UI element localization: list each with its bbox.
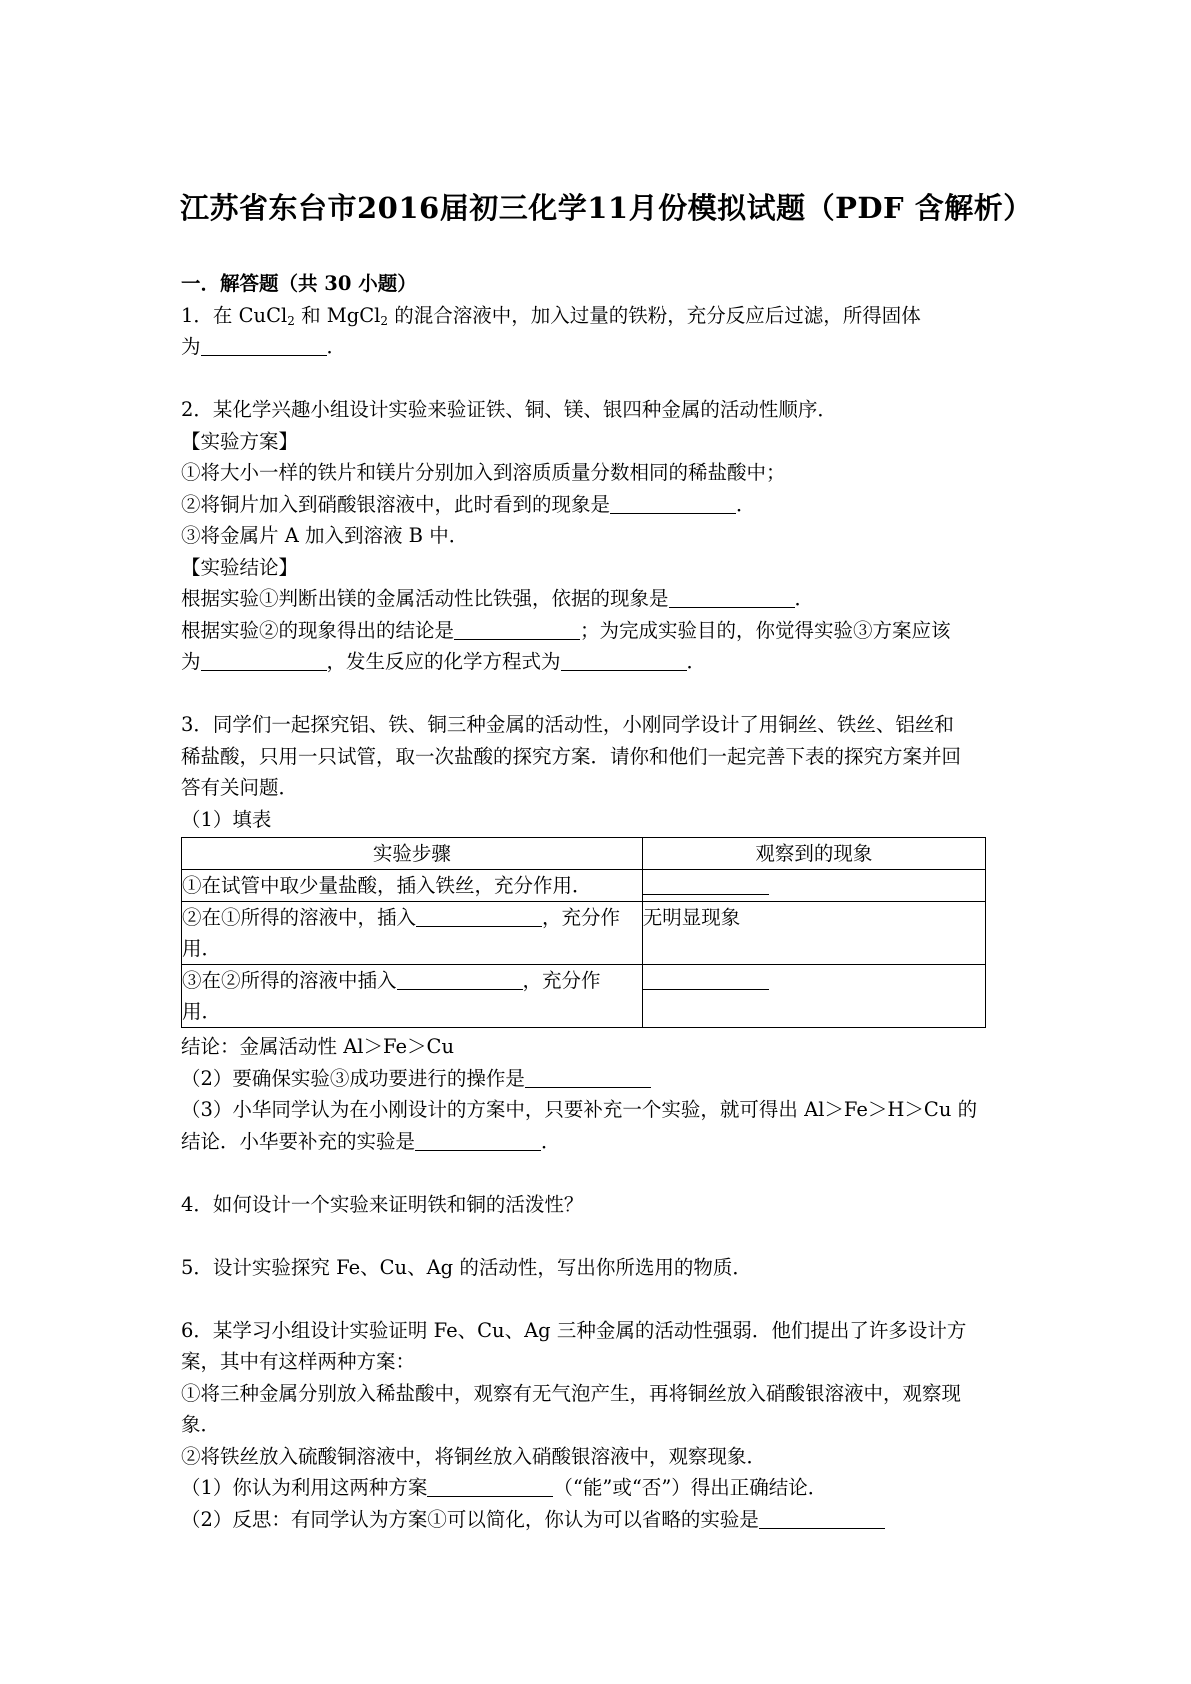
- answer-blank[interactable]: [643, 873, 769, 895]
- question-1-line-2: 为 ．: [181, 335, 347, 358]
- conclusion-line-1: 根据实验①判断出镁的金属活动性比铁强，依据的现象是 ．: [181, 587, 815, 610]
- question-1-line-1: 1．在 CuCl$_2$ 和 MgCl$_2$ 的混合溶液中，加入过量的铁粉，充分反应后过滤，所得固体: [181, 303, 921, 328]
- section-heading: 一．解答题（共 30 小题）: [181, 272, 417, 295]
- experiment-plan-heading: 【实验方案】: [181, 429, 299, 453]
- question-3-stem-1: 3．同学们一起探究铝、铁、铜三种金属的活动性，小刚同学设计了用铜丝、铁丝、铝丝和: [181, 713, 954, 736]
- question-3-part-3-line-2: 结论．小华要补充的实验是 ．: [181, 1129, 561, 1153]
- question-3-part-2: （2）要确保实验③成功要进行的操作是: [181, 1063, 1021, 1095]
- question-3-part-1: （1）填表: [181, 807, 272, 831]
- plan-step-3: ③将金属片 A 加入到溶液 B 中．: [181, 524, 469, 547]
- answer-blank[interactable]: [454, 618, 580, 640]
- answer-blank[interactable]: [416, 905, 542, 927]
- question-3: [181, 709, 1021, 1157]
- answer-blank[interactable]: [201, 649, 327, 671]
- answer-blank[interactable]: [759, 1507, 885, 1529]
- table-header-row: [182, 838, 986, 870]
- question-1: [181, 300, 1021, 363]
- option-2: ②将铁丝放入硫酸铜溶液中，将铜丝放入硝酸银溶液中，观察现象．: [181, 1444, 767, 1468]
- table-cell-observation: 无明显现象: [642, 902, 985, 965]
- question-6-part-2: （2）反思：有同学认为方案①可以简化，你认为可以省略的实验是: [181, 1504, 1021, 1536]
- experiment-conclusion-heading: 【实验结论】: [181, 555, 299, 579]
- answer-blank[interactable]: [669, 586, 795, 608]
- document-title: 江苏省东台市2016届初三化学11月份模拟试题（PDF 含解析）: [180, 191, 1033, 225]
- table-row: [182, 870, 986, 902]
- table-cell-step: ③在②所得的溶液中插入 ，充分作 用．: [182, 965, 643, 1028]
- question-6: [181, 1315, 1021, 1536]
- answer-blank[interactable]: [397, 968, 523, 990]
- question-3-stem-3: 答有关问题．: [181, 776, 299, 799]
- experiment-table: [181, 837, 986, 1028]
- answer-blank[interactable]: [427, 1475, 553, 1497]
- question-3-part-3-line-1: （3）小华同学认为在小刚设计的方案中，只要补充一个实验，就可得出 Al＞Fe＞H＞Cu 的: [181, 1098, 978, 1121]
- answer-blank[interactable]: [525, 1066, 651, 1088]
- table-cell-observation: [642, 870, 985, 902]
- question-5: 5．设计实验探究 Fe、Cu、Ag 的活动性，写出你所选用的物质．: [181, 1255, 752, 1279]
- question-4: 4．如何设计一个实验来证明铁和铜的活泼性？: [181, 1192, 584, 1216]
- question-6-stem-1: 6．某学习小组设计实验证明 Fe、Cu、Ag 三种金属的活动性强弱．他们提出了许多设计方: [181, 1318, 967, 1342]
- document-body: [181, 268, 1021, 1535]
- question-6-part-1: （1）你认为利用这两种方案 （“能”或“否”）得出正确结论．: [181, 1476, 828, 1499]
- conclusion-line-3: 为 ，发生反应的化学方程式为 ．: [181, 650, 707, 673]
- table-row: [182, 902, 986, 965]
- table-header-step: 实验步骤: [182, 838, 643, 870]
- plan-step-2: ②将铜片加入到硝酸银溶液中，此时看到的现象是 ．: [181, 492, 756, 516]
- table-row: [182, 965, 986, 1028]
- table-header-observation: 观察到的现象: [642, 838, 985, 870]
- conclusion-line-2: 根据实验②的现象得出的结论是 ；为完成实验目的，你觉得实验③方案应该: [181, 618, 951, 642]
- question-2-stem: 2．某化学兴趣小组设计实验来验证铁、铜、镁、银四种金属的活动性顺序．: [181, 398, 837, 421]
- question-2: [181, 394, 1021, 678]
- table-cell-step: ①在试管中取少量盐酸，插入铁丝，充分作用．: [182, 870, 643, 902]
- question-3-conclusion: 结论：金属活动性 Al＞Fe＞Cu: [181, 1035, 455, 1058]
- answer-blank[interactable]: [643, 968, 769, 990]
- answer-blank[interactable]: [201, 334, 327, 356]
- question-3-stem-2: 稀盐酸，只用一只试管，取一次盐酸的探究方案．请你和他们一起完善下表的探究方案并回: [181, 744, 962, 768]
- answer-blank[interactable]: [415, 1129, 541, 1151]
- answer-blank[interactable]: [610, 492, 736, 514]
- table-cell-step: ②在①所得的溶液中，插入 ，充分作 用．: [182, 902, 643, 965]
- question-6-stem-2: 案，其中有这样两种方案：: [181, 1350, 416, 1373]
- plan-step-1: ①将大小一样的铁片和镁片分别加入到溶质质量分数相同的稀盐酸中；: [181, 461, 786, 484]
- option-1-line-1: ①将三种金属分别放入稀盐酸中，观察有无气泡产生，再将铜丝放入硝酸银溶液中，观察现: [181, 1381, 962, 1405]
- option-1-line-2: 象．: [181, 1413, 221, 1436]
- table-cell-observation: [642, 965, 985, 1028]
- answer-blank[interactable]: [561, 649, 687, 671]
